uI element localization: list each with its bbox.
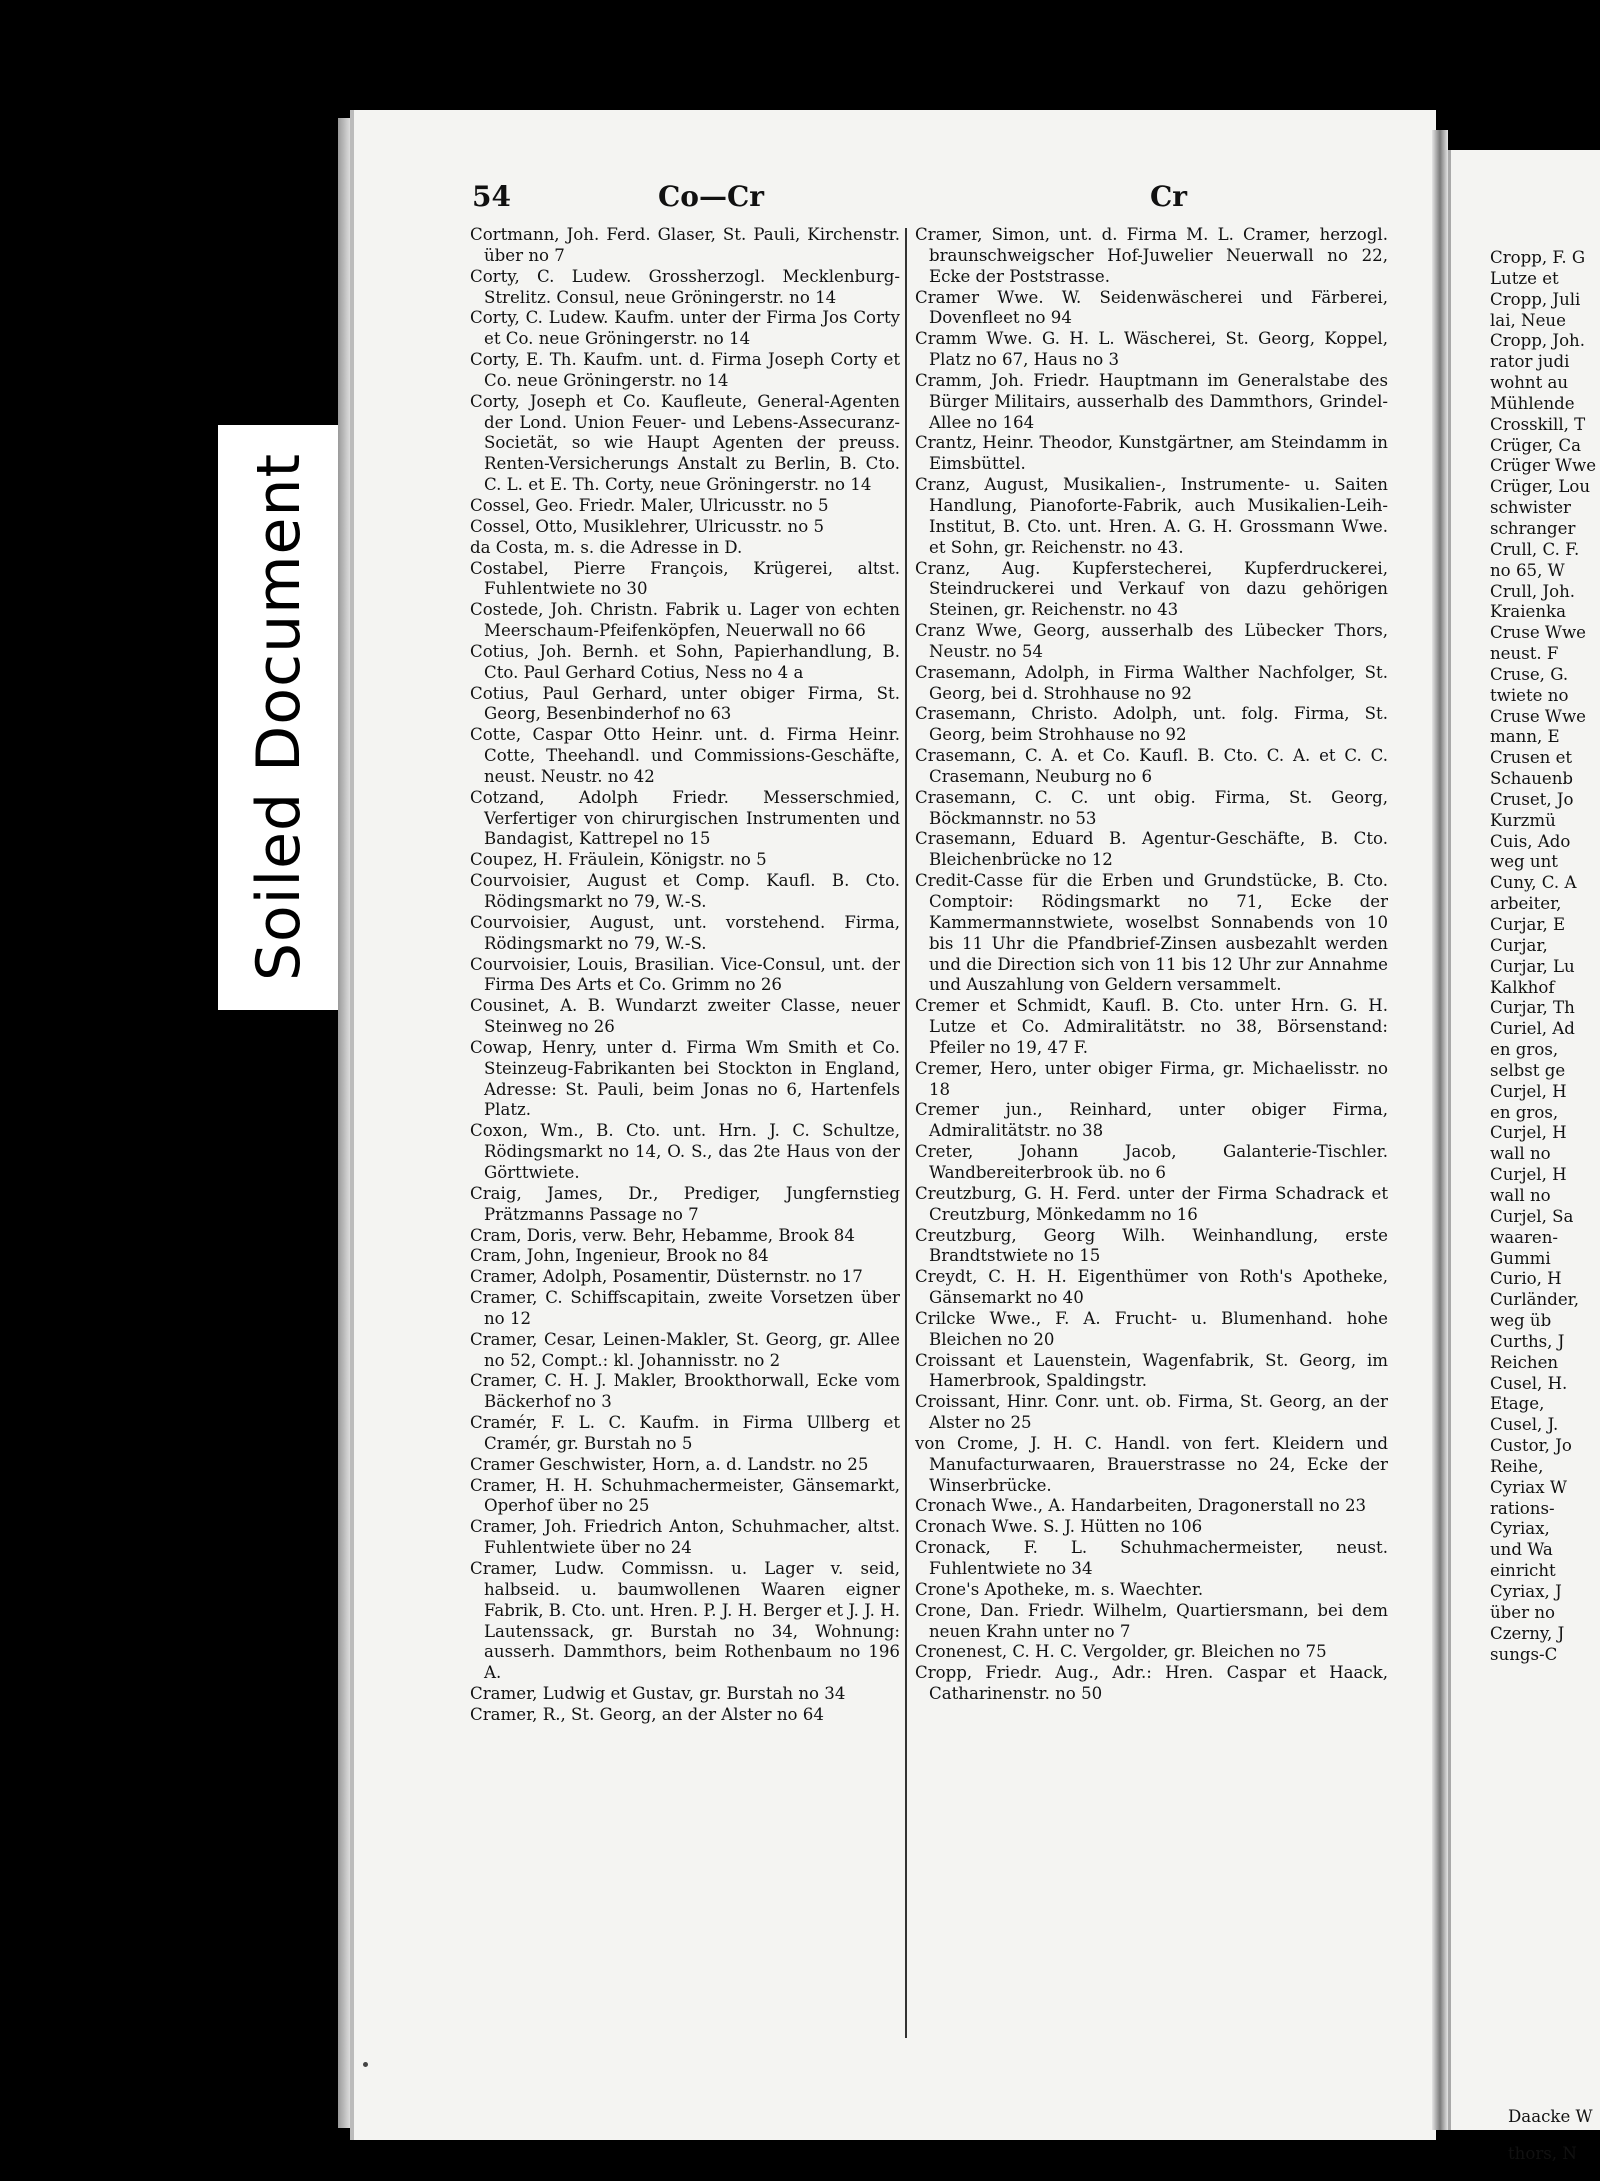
directory-entry: Credit-Casse für die Erben und Grundstücke, B. Cto. Comptoir: Rödingsmarkt no 71, Ecke der Kammermannstwiete, woselbst Sonnabends von 10 bis 11 Uhr die Pfandbrief-Zinsen ausbezahlt werden und die Direction sich von 11 bis 12 Uhr zur Annahme und Auszahlung von Geldern versammelt. (915, 871, 1388, 995)
cropped-entry-line: Crusen et (1490, 748, 1573, 768)
directory-entry: Courvoisier, August, unt. vorstehend. Firma, Rödingsmarkt no 79, W.-S. (470, 912, 900, 953)
directory-entry: Cramer, Adolph, Posamentir, Düsternstr. no 17 (470, 1267, 863, 1287)
cropped-entry-line: Cyriax W (1490, 1477, 1567, 1497)
directory-entry: Cramer, R., St. Georg, an der Alster no 64 (470, 1704, 824, 1724)
cropped-entry-line: Curjel, Sa (1490, 1206, 1574, 1226)
cropped-entry-line: Cuis, Ado (1490, 831, 1571, 851)
cropped-entry-line: Cusel, J. (1490, 1415, 1559, 1435)
cropped-entry-line: Curiel, Ad (1490, 1019, 1575, 1039)
cropped-entry-line: Schauenb (1490, 769, 1574, 789)
cropped-entry-line: Cruse Wwe (1490, 623, 1587, 643)
directory-entry: Crasemann, Eduard B. Agentur-Geschäfte, B. Cto. Bleichenbrücke no 12 (915, 829, 1388, 870)
running-head-left: Co—Cr (658, 180, 764, 213)
cropped-entry-line: Cropp, F. G (1490, 248, 1586, 267)
stamp-text: Soiled Document (244, 452, 314, 982)
directory-entry: Cramer Wwe. W. Seidenwäscherei und Färberei, Dovenfleet no 94 (915, 287, 1388, 328)
cropped-entry-line: mann, E (1490, 727, 1560, 747)
cropped-entry-line: Mühlende (1490, 393, 1575, 413)
cropped-entry-line: Crüger Wwe (1490, 456, 1597, 476)
cropped-entry-line: Curjel, H (1490, 1081, 1567, 1101)
cropped-entry-line: Cyriax, (1490, 1519, 1550, 1539)
directory-entry: Crasemann, C. C. unt obig. Firma, St. Georg, Böckmannstr. no 53 (915, 787, 1388, 828)
column-rule (905, 228, 907, 2038)
cropped-entry-line: weg üb (1490, 1311, 1552, 1331)
cropped-entry-line: Crosskill, T (1490, 414, 1586, 434)
directory-entry: Crone, Dan. Friedr. Wilhelm, Quartiersmann, bei dem neuen Krahn unter no 7 (915, 1600, 1388, 1641)
directory-entry: Cramer, Joh. Friedrich Anton, Schuhmacher, altst. Fuhlentwiete über no 24 (470, 1517, 900, 1558)
cropped-entry-line: en gros, (1490, 1102, 1559, 1122)
cropped-entry-line: Kalkhof (1490, 977, 1555, 997)
middle-column (915, 225, 1388, 1705)
directory-entry: Cramér, F. L. C. Kaufm. in Firma Ullberg et Cramér, gr. Burstah no 5 (470, 1413, 900, 1453)
cropped-entry-line: sungs-C (1490, 1644, 1558, 1664)
directory-entry: Croissant, Hinr. Conr. unt. ob. Firma, St. Georg, an der Alster no 25 (915, 1392, 1388, 1433)
cropped-entry-line: Reihe, (1490, 1456, 1544, 1476)
directory-entry: Crasemann, Adolph, in Firma Walther Nachfolger, St. Georg, bei d. Strohhause no 92 (915, 662, 1388, 703)
directory-entry: Crantz, Heinr. Theodor, Kunstgärtner, am Steindamm in Eimsbüttel. (915, 433, 1388, 474)
directory-entry: Cram, John, Ingenieur, Brook no 84 (470, 1246, 769, 1266)
cropped-entry-line: Custor, Jo (1490, 1436, 1572, 1456)
directory-entry: Cronack, F. L. Schuhmachermeister, neust. Fuhlentwiete no 34 (915, 1538, 1388, 1578)
cropped-entry-line: neust. F (1490, 644, 1559, 664)
cropped-entry-line: Curio, H (1490, 1269, 1562, 1289)
directory-entry: Cranz, Aug. Kupferstecherei, Kupferdruckerei, Steindruckerei und Verkauf von dazu gehörigen Steinen, gr. Reichenstr. no 43 (915, 558, 1388, 620)
directory-entry: Cremer et Schmidt, Kaufl. B. Cto. unter Hrn. G. H. Lutze et Co. Admiralitätstr. no 38, Börsenstand: Pfeiler no 19, 47 F. (915, 996, 1388, 1057)
page-number: 54 (472, 180, 511, 213)
directory-entry: Cramer, Ludwig et Gustav, gr. Burstah no 34 (470, 1684, 846, 1704)
directory-entry: Creydt, C. H. H. Eigenthümer von Roth's Apotheke, Gänsemarkt no 40 (915, 1267, 1388, 1308)
directory-entry: Cossel, Otto, Musiklehrer, Ulricusstr. no 5 (470, 516, 825, 536)
directory-entry: Cotius, Paul Gerhard, unter obiger Firma, St. Georg, Besenbinderhof no 63 (470, 683, 900, 724)
cropped-entry-line: Cruse Wwe (1490, 706, 1587, 726)
directory-entry: Cranz, August, Musikalien-, Instrumente- u. Saiten Handlung, Pianoforte-Fabrik, auch Musikalien-Leih-Institut, B. Cto. unt. Hren. A. G. H. Grossmann Wwe. et Sohn, gr. Reichenstr. no 43. (915, 475, 1388, 557)
cropped-entry-line: Curjar, Lu (1490, 956, 1575, 976)
cropped-entry-line: wall no (1490, 1185, 1551, 1205)
cropped-entry-line: en gros, (1490, 1040, 1559, 1060)
directory-entry: da Costa, m. s. die Adresse in D. (470, 537, 743, 557)
directory-entry: Craig, James, Dr., Prediger, Jungfernstieg Prätzmanns Passage no 7 (470, 1183, 900, 1224)
cropped-entry-line: und Wa (1490, 1540, 1553, 1560)
cropped-entry-line: Cuny, C. A (1490, 873, 1577, 893)
directory-entry: Cronach Wwe. S. J. Hütten no 106 (915, 1517, 1203, 1537)
cropped-entry-line: Cusel, H. (1490, 1373, 1568, 1393)
directory-entry: Courvoisier, August et Comp. Kaufl. B. Cto. Rödingsmarkt no 79, W.-S. (470, 871, 900, 911)
cropped-entry-line: einricht (1490, 1561, 1556, 1581)
directory-entry: Cotius, Joh. Bernh. et Sohn, Papierhandlung, B. Cto. Paul Gerhard Cotius, Ness no 4 a (470, 641, 900, 682)
cropped-entry-line: Cyriax, J (1490, 1582, 1562, 1601)
cropped-entry-line: schwister (1490, 498, 1571, 518)
directory-entry: Cram, Doris, verw. Behr, Hebamme, Brook 84 (470, 1225, 855, 1245)
directory-entry: Croissant et Lauenstein, Wagenfabrik, St. Georg, im Hamerbrook, Spaldingstr. (915, 1350, 1388, 1391)
right-page-column (1490, 248, 1600, 1665)
directory-entry: Cramer, H. H. Schuhmachermeister, Gänsemarkt, Operhof über no 25 (470, 1475, 900, 1516)
cropped-entry-line: thors, N (1508, 2144, 1577, 2164)
cropped-entry-line: rations- (1490, 1498, 1555, 1518)
cropped-entry-line: Curländer, (1490, 1290, 1580, 1310)
cropped-entry-line: Curjel, H (1490, 1165, 1567, 1185)
cropped-entry-line: Curjel, H (1490, 1123, 1567, 1143)
cropped-entry-line: Etage, (1490, 1394, 1545, 1414)
cropped-entry-line: Crüger, Ca (1490, 435, 1582, 455)
directory-entry: Creutzburg, G. H. Ferd. unter der Firma Schadrack et Creutzburg, Mönkedamm no 16 (915, 1183, 1388, 1224)
directory-entry: Creutzburg, Georg Wilh. Weinhandlung, erste Brandtstwiete no 15 (915, 1225, 1388, 1266)
directory-entry: Costabel, Pierre François, Krügerei, altst. Fuhlentwiete no 30 (470, 558, 900, 599)
directory-entry: Costede, Joh. Christn. Fabrik u. Lager von echten Meerschaum-Pfeifenköpfen, Neuerwall no 66 (470, 600, 900, 641)
cropped-entry-line: Czerny, J (1490, 1623, 1565, 1643)
cropped-entry-line: weg unt (1490, 852, 1558, 872)
cropped-entry-line: Kurzmü (1490, 810, 1556, 830)
directory-entry: Crasemann, Christo. Adolph, unt. folg. Firma, St. Georg, beim Strohhause no 92 (915, 704, 1388, 745)
running-head-right: Cr (1150, 180, 1188, 213)
cropped-entry-line: Cropp, Joh. (1490, 331, 1586, 351)
directory-entry: Cropp, Friedr. Aug., Adr.: Hren. Caspar et Haack, Catharinenstr. no 50 (915, 1663, 1388, 1704)
cropped-entry-line: Curths, J (1490, 1331, 1565, 1351)
cropped-entry-line: über no (1490, 1602, 1556, 1622)
directory-entry: Cramm Wwe. G. H. L. Wäscherei, St. Georg, Koppel, Platz no 67, Haus no 3 (915, 329, 1388, 370)
directory-entry: Cousinet, A. B. Wundarzt zweiter Classe, neuer Steinweg no 26 (470, 996, 900, 1037)
directory-entry: von Crome, J. H. C. Handl. von fert. Kleidern und Manufacturwaaren, Brauerstrasse no 24, Ecke der Winserbrücke. (915, 1433, 1388, 1495)
directory-entry: Cremer, Hero, unter obiger Firma, gr. Michaelisstr. no 18 (915, 1058, 1388, 1099)
cropped-entry-line: selbst ge (1490, 1060, 1566, 1080)
directory-entry: Cotzand, Adolph Friedr. Messerschmied, Verfertiger von chirurgischen Instrumenten und Bandagist, Kattrepel no 15 (470, 787, 900, 849)
cropped-entry-line: Daacke W (1508, 2106, 1593, 2126)
directory-entry: Courvoisier, Louis, Brasilian. Vice-Consul, unt. der Firma Des Arts et Co. Grimm no 26 (470, 954, 900, 995)
cropped-entry-line: schranger (1490, 518, 1576, 538)
scan-speck (363, 2062, 368, 2067)
right-page-bottom (1508, 2090, 1593, 2181)
directory-entry: Crasemann, C. A. et Co. Kaufl. B. Cto. C. A. et C. C. Crasemann, Neuburg no 6 (915, 746, 1388, 786)
cropped-entry-line: Curjar, E (1490, 915, 1566, 934)
directory-entry: Cramer, Ludw. Commissn. u. Lager v. seid, halbseid. u. baumwollenen Waaren eigner Fabrik, B. Cto. unt. Hren. P. J. H. Berger et J. J. H. Lautenssack, gr. Burstah no 34, Wohnung: ausserh. Dammthors, beim Rothenbaum no 196 A. (470, 1559, 900, 1683)
directory-entry: Cramer, Simon, unt. d. Firma M. L. Cramer, herzogl. braunschweigscher Hof-Juwelier Neuerwall no 22, Ecke der Poststrasse. (915, 225, 1388, 286)
cropped-entry-line: twiete no (1490, 685, 1569, 705)
directory-entry: Coxon, Wm., B. Cto. unt. Hrn. J. C. Schultze, Rödingsmarkt no 14, O. S., das 2te Haus von der Görttwiete. (470, 1121, 900, 1182)
cropped-entry-line: wohnt au (1490, 373, 1569, 393)
cropped-entry-line: Lutze et (1490, 268, 1559, 288)
cropped-entry-line: Reichen (1490, 1352, 1559, 1372)
directory-entry: Cramer, Cesar, Leinen-Makler, St. Georg, gr. Allee no 52, Compt.: kl. Johannisstr. no 2 (470, 1329, 900, 1370)
book-gutter (1432, 130, 1448, 2130)
cropped-entry-line: Crull, C. F. (1490, 539, 1580, 559)
directory-entry: Crilcke Wwe., F. A. Frucht- u. Blumenhand. hohe Bleichen no 20 (915, 1308, 1388, 1349)
cropped-entry-line: Kraienka (1490, 602, 1566, 622)
directory-entry: Cramer Geschwister, Horn, a. d. Landstr. no 25 (470, 1454, 869, 1474)
directory-entry: Cronenest, C. H. C. Vergolder, gr. Bleichen no 75 (915, 1642, 1327, 1662)
directory-entry: Corty, C. Ludew. Grossherzogl. Mecklenburg-Strelitz. Consul, neue Gröningerstr. no 14 (470, 266, 900, 307)
cropped-entry-line: waaren- (1490, 1227, 1559, 1247)
cropped-entry-line: Cruse, G. (1490, 664, 1569, 684)
directory-entry: Cramm, Joh. Friedr. Hauptmann im Generalstabe des Bürger Militairs, ausserhalb des Dammthors, Grindel-Allee no 164 (915, 370, 1388, 432)
directory-entry: Cotte, Caspar Otto Heinr. unt. d. Firma Heinr. Cotte, Theehandl. und Commissions-Geschäfte, neust. Neustr. no 42 (470, 725, 900, 786)
directory-entry: Cramer, C. H. J. Makler, Brookthorwall, Ecke vom Bäckerhof no 3 (470, 1371, 900, 1412)
directory-entry: Corty, Joseph et Co. Kaufleute, General-Agenten der Lond. Union Feuer- und Lebens-Assecuranz-Societät, so wie Haupt Agenten der preuss. Renten-Versicherungs Anstalt zu Berlin, B. Cto. C. L. et E. Th. Corty, neue Gröningerstr. no 14 (470, 391, 900, 495)
directory-entry: Coupez, H. Fräulein, Königstr. no 5 (470, 850, 767, 870)
directory-entry: Cowap, Henry, unter d. Firma Wm Smith et Co. Steinzeug-Fabrikanten bei Stockton in England, Adresse: St. Pauli, beim Jonas no 6, Hartenfels Platz. (470, 1037, 900, 1120)
directory-entry: Creter, Johann Jacob, Galanterie-Tischler. Wandbereiterbrook üb. no 6 (915, 1142, 1388, 1182)
cropped-entry-line: Crüger, Lou (1490, 477, 1591, 497)
directory-entry: Cronach Wwe., A. Handarbeiten, Dragonerstall no 23 (915, 1496, 1367, 1516)
cropped-entry-line: Cropp, Juli (1490, 289, 1581, 309)
cropped-entry-line: Cruset, Jo (1490, 789, 1574, 809)
cropped-entry-line: lai, Neue (1490, 310, 1566, 330)
cropped-entry-line: no 65, W (1490, 560, 1565, 580)
directory-entry: Cremer jun., Reinhard, unter obiger Firma, Admiralitätstr. no 38 (915, 1100, 1388, 1141)
cropped-entry-line: arbeiter, (1490, 894, 1562, 914)
cropped-entry-line: Curjar, (1490, 935, 1548, 955)
cropped-entry-line: rator judi (1490, 352, 1570, 372)
directory-entry: Corty, C. Ludew. Kaufm. unter der Firma Jos Corty et Co. neue Gröningerstr. no 14 (470, 308, 900, 349)
directory-entry: Cossel, Geo. Friedr. Maler, Ulricusstr. no 5 (470, 495, 829, 515)
left-column (470, 225, 900, 1726)
directory-entry: Cranz Wwe, Georg, ausserhalb des Lübecker Thors, Neustr. no 54 (915, 621, 1388, 661)
directory-entry: Cramer, C. Schiffscapitain, zweite Vorsetzen über no 12 (470, 1288, 900, 1328)
directory-entry: Crone's Apotheke, m. s. Waechter. (915, 1579, 1204, 1599)
directory-entry: Cortmann, Joh. Ferd. Glaser, St. Pauli, Kirchenstr. über no 7 (470, 225, 900, 265)
cropped-entry-line: Gummi (1490, 1248, 1551, 1268)
cropped-entry-line: wall no (1490, 1144, 1551, 1164)
cropped-entry-line: Crull, Joh. (1490, 581, 1576, 601)
cropped-entry-line: Curjar, Th (1490, 998, 1575, 1018)
directory-entry: Corty, E. Th. Kaufm. unt. d. Firma Joseph Corty et Co. neue Gröningerstr. no 14 (470, 350, 900, 390)
